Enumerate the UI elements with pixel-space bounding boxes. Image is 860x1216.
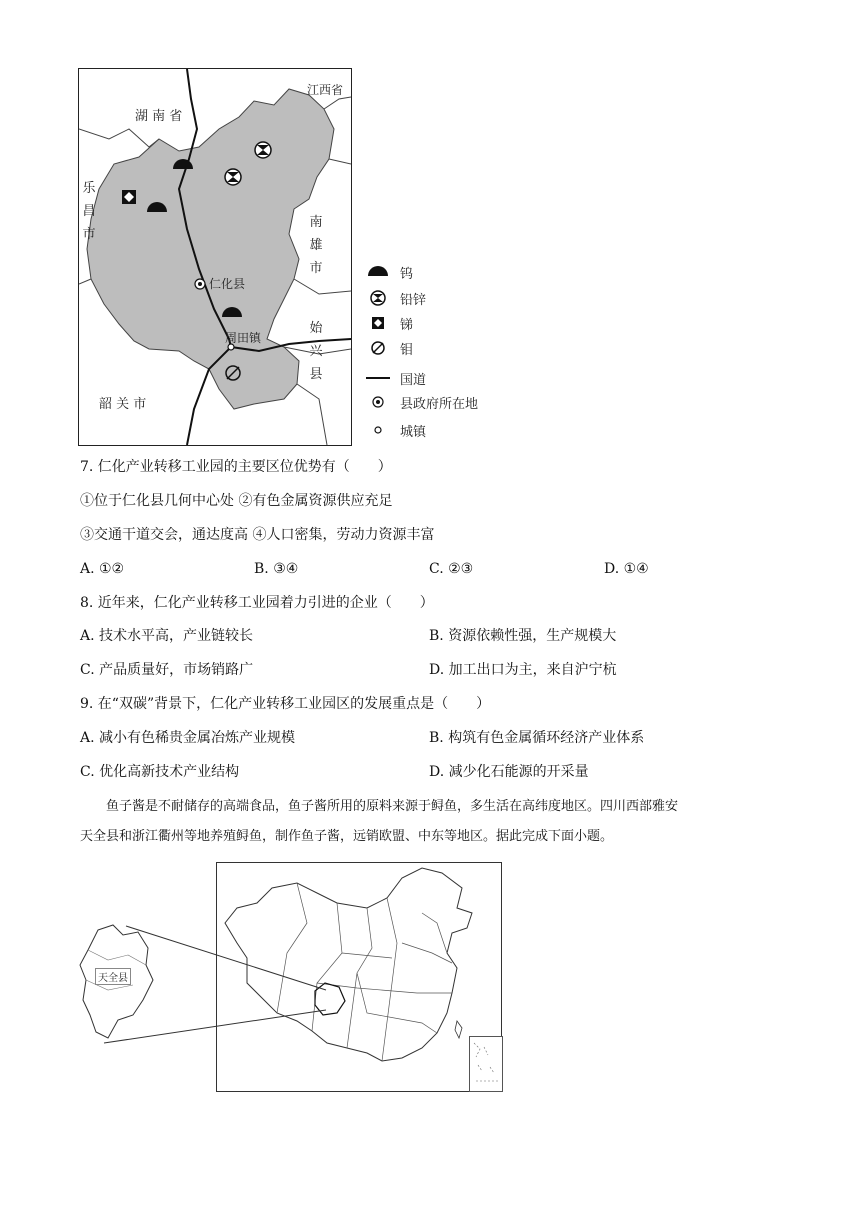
q7-option-d[interactable]: D. ①④ <box>604 561 649 577</box>
shixing-label: 始 兴 县 <box>309 321 323 382</box>
q9-option-a[interactable]: A. 减小有色稀贵金属冶炼产业规模 <box>80 730 296 746</box>
connector-line-bottom <box>104 1010 326 1043</box>
q9-option-c[interactable]: C. 优化高新技术产业结构 <box>80 764 240 780</box>
tianquan-label: 天全县 <box>95 968 131 985</box>
q9-option-b[interactable]: B. 构筑有色金属循环经济产业体系 <box>429 730 645 746</box>
shaoguan-label: 韶 关 市 <box>99 397 147 412</box>
q7-option-a[interactable]: A. ①② <box>80 561 125 577</box>
nanxiong-label: 南 雄 市 <box>309 215 323 276</box>
q9-stem: 9. 在“双碳”背景下，仁化产业转移工业园区的发展重点是（ ） <box>80 696 491 712</box>
q8-option-c[interactable]: C. 产品质量好，市场销路广 <box>80 662 254 678</box>
legend-item: 县政府所在地 <box>366 392 516 412</box>
legend-item: 城镇 <box>366 420 516 440</box>
q8-option-a[interactable]: A. 技术水平高，产业链较长 <box>80 628 254 644</box>
legend-item: 国道 <box>366 368 516 388</box>
q8-stem: 8. 近年来，仁化产业转移工业园着力引进的企业（ ） <box>80 595 434 611</box>
passage-line-2: 天全县和浙江衢州等地养殖鲟鱼，制作鱼子酱，远销欧盟、中东等地区。据此完成下面小题。 <box>80 829 614 844</box>
legend-item: 铅锌 <box>366 288 516 308</box>
legend-item: 锑 <box>366 313 516 333</box>
q8-option-d[interactable]: D. 加工出口为主，来自沪宁杭 <box>429 662 617 678</box>
connector-line-top <box>126 926 326 990</box>
passage-line-1: 鱼子酱是不耐储存的高端食品，鱼子酱所用的原料来源于鲟鱼，多生活在高纬度地区。四川西部雅安 <box>106 799 679 814</box>
q9-option-d[interactable]: D. 减少化石能源的开采量 <box>429 764 589 780</box>
jiangxi-label: 江西省 <box>307 83 344 97</box>
q7-statement-1: ①位于仁化县几何中心处 ②有色金属资源供应充足 <box>80 493 393 509</box>
q7-option-c[interactable]: C. ②③ <box>429 561 474 577</box>
lechang-label: 乐 昌 市 <box>82 181 96 242</box>
q7-option-b[interactable]: B. ③④ <box>254 561 299 577</box>
legend-item: 钼 <box>366 338 516 358</box>
q7-stem: 7. 仁化产业转移工业园的主要区位优势有（ ） <box>80 459 392 475</box>
south-china-sea-graphic <box>470 1037 502 1091</box>
zhoutian-label: 周田镇 <box>225 331 262 345</box>
renhua-label: 仁化县 <box>209 277 246 291</box>
south-china-sea-inset <box>469 1036 503 1092</box>
legend-item: 钨 <box>366 262 516 282</box>
hunan-label: 湖 南 省 <box>135 109 183 124</box>
q7-statement-2: ③交通干道交会，通达度高 ④人口密集，劳动力资源丰富 <box>80 527 435 543</box>
q8-option-b[interactable]: B. 资源依赖性强，生产规模大 <box>429 628 617 644</box>
